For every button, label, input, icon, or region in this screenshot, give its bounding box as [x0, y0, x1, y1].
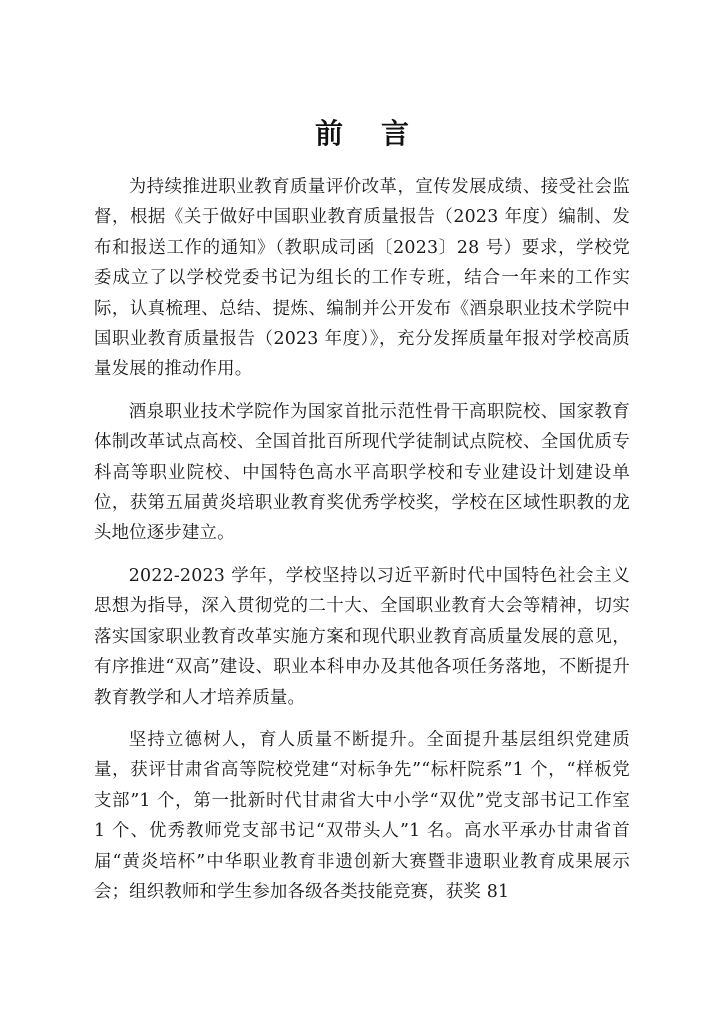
paragraph-3: 2022-2023 学年，学校坚持以习近平新时代中国特色社会主义思想为指导，深入贯彻党的二十大、全国职业教育大会等精神，切实落实国家职业教育改革实施方案和现代职业教育高质量发展的意见，有序推进“双高”建设、职业本科申办及其他各项任务落地，不断提升教育教学和人才培养质量。	[94, 565, 630, 708]
paragraph-1: 为持续推进职业教育质量评价改革，宣传发展成绩、接受社会监督，根据《关于做好中国职业教育质量报告（2023 年度）编制、发布和报送工作的通知》（教职成司函〔2023〕28 号）要求，学校党委成立了以学校党委书记为组长的工作专班，结合一年来的工作实际，认真梳理、总结、提炼、编制并公开发布《酒泉职业技术学院中国职业教育质量报告（2023 年度）》，充分发挥质量年报对学校高质量发展的推动作用。	[94, 177, 630, 380]
document-body	[94, 172, 630, 919]
paragraph-4: 坚持立德树人，育人质量不断提升。全面提升基层组织党建质量，获评甘肃省高等院校党建“对标争先”“标杆院系”1 个，“样板党支部”1 个，第一批新时代甘肃省大中小学“双优”党支部书记工作室 1 个、优秀教师党支部书记“双带头人”1 名。高水平承办甘肃省首届“黄炎培杯”中华职业教育非遗创新大赛暨非遗职业教育成果展示会；组织教师和学生参加各级各类技能竞赛，获奖 81	[94, 729, 630, 902]
paragraph-2: 酒泉职业技术学院作为国家首批示范性骨干高职院校、国家教育体制改革试点高校、全国首批百所现代学徒制试点院校、全国优质专科高等职业院校、中国特色高水平高职学校和专业建设计划建设单位，获第五届黄炎培职业教育奖优秀学校奖，学校在区域性职教的龙头地位逐步建立。	[94, 401, 630, 544]
page-title: 前言	[314, 117, 447, 150]
